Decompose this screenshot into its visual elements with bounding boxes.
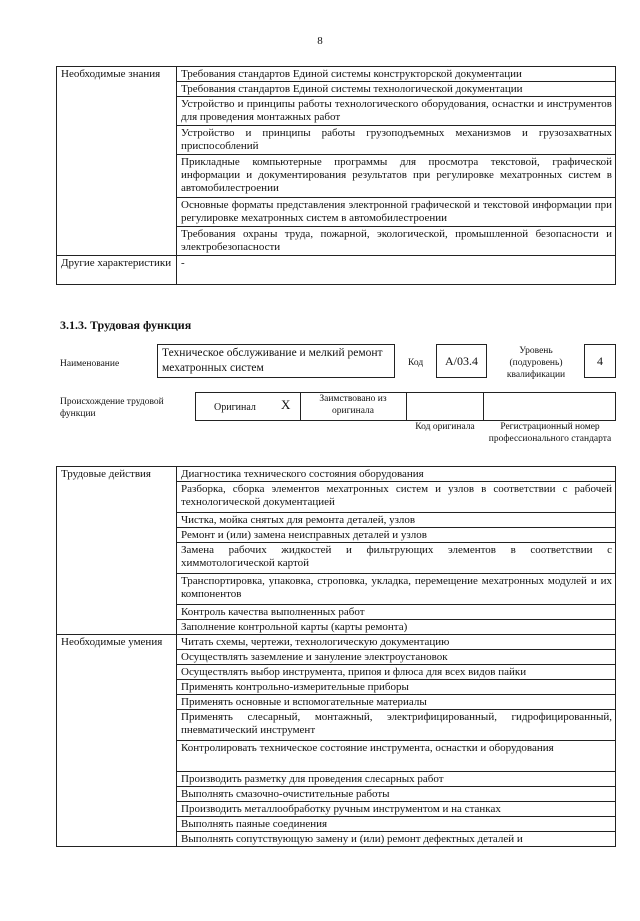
skill-item: Применять слесарный, монтажный, электрифицированный, гидрофицированный, пневматический инструмент — [177, 710, 616, 741]
skills-label: Необходимые умения — [57, 635, 177, 847]
skill-item: Контролировать техническое состояние инструмента, оснастки и оборудования — [177, 741, 616, 772]
knowledge-item: Требования стандартов Единой системы конструкторской документации — [177, 67, 616, 82]
labor-action-item: Чистка, мойка снятых для ремонта деталей, узлов — [177, 513, 616, 528]
function-code: A/03.4 — [436, 344, 487, 378]
code-original-cell — [406, 392, 484, 421]
knowledge-table — [56, 66, 616, 285]
table-row — [57, 67, 616, 82]
table-row — [57, 635, 616, 650]
labor-action-item: Заполнение контрольной карты (карты ремонта) — [177, 620, 616, 635]
original-label: Оригинал — [214, 402, 256, 413]
code-label: Код — [408, 358, 424, 368]
section-title: 3.1.3. Трудовая функция — [60, 318, 192, 332]
skill-item: Выполнять сопутствующую замену и (или) ремонт дефектных деталей и — [177, 832, 616, 847]
skill-item: Осуществлять заземление и зануление электроустановок — [177, 650, 616, 665]
code-original-label: Код оригинала — [415, 422, 475, 432]
knowledge-item: Требования стандартов Единой системы технологической документации — [177, 82, 616, 97]
skill-item: Производить разметку для проведения слесарных работ — [177, 772, 616, 787]
name-label: Наименование — [60, 359, 120, 369]
reg-number-label: Регистрационный номер профессионального стандарта — [488, 422, 612, 444]
labor-action-item: Транспортировка, упаковка, строповка, укладка, перемещение мехатронных модулей и их компонентов — [177, 574, 616, 605]
origin-label: Происхождение трудовой функции — [60, 397, 164, 419]
skill-item: Выполнять паяные соединения — [177, 817, 616, 832]
knowledge-item: Прикладные компьютерные программы для просмотра текстовой, графической информации и документирования результатов при регулировке мехатронных систем в автомобилестроении — [177, 155, 616, 198]
labor-actions-label: Трудовые действия — [57, 467, 177, 635]
table-row — [57, 256, 616, 285]
labor-table — [56, 466, 616, 847]
labor-action-item: Разборка, сборка элементов мехатронных систем и узлов в соответствии с рабочей технологической документацией — [177, 482, 616, 513]
other-label: Другие характеристики — [57, 256, 177, 285]
knowledge-label: Необходимые знания — [57, 67, 177, 256]
skill-item: Выполнять смазочно-очистительные работы — [177, 787, 616, 802]
other-value: - — [177, 256, 616, 285]
skill-item: Применять основные и вспомогательные материалы — [177, 695, 616, 710]
labor-action-item: Диагностика технического состояния оборудования — [177, 467, 616, 482]
page-number: 8 — [317, 35, 323, 47]
function-name: Техническое обслуживание и мелкий ремонт мехатронных систем — [157, 344, 395, 378]
labor-action-item: Контроль качества выполненных работ — [177, 605, 616, 620]
skill-item: Осуществлять выбор инструмента, припоя и флюса для всех видов пайки — [177, 665, 616, 680]
knowledge-item: Требования охраны труда, пожарной, экологической, промышленной безопасности и электробезопасности — [177, 227, 616, 256]
level-value: 4 — [584, 344, 616, 378]
reg-number-cell — [483, 392, 616, 421]
knowledge-item: Устройство и принципы работы грузоподъемных механизмов и грузозахватных приспособлений — [177, 126, 616, 155]
level-label: Уровень (подуровень) квалификации — [506, 346, 566, 380]
knowledge-item: Устройство и принципы работы технологического оборудования, оснастки и инструментов для проведения монтажных работ — [177, 97, 616, 126]
knowledge-item: Основные форматы представления электронной графической и текстовой информации при регулировке мехатронных систем в автомобилестроении — [177, 198, 616, 227]
table-row — [57, 467, 616, 482]
original-mark: X — [281, 397, 291, 412]
labor-action-item: Замена рабочих жидкостей и фильтрующих элементов в соответствии с химмотологической картой — [177, 543, 616, 574]
skill-item: Читать схемы, чертежи, технологическую документацию — [177, 635, 616, 650]
borrowed-label: Заимствовано из оригинала — [319, 394, 387, 416]
skill-item: Производить металлообработку ручным инструментом и на станках — [177, 802, 616, 817]
skill-item: Применять контрольно-измерительные приборы — [177, 680, 616, 695]
labor-action-item: Ремонт и (или) замена неисправных деталей и узлов — [177, 528, 616, 543]
